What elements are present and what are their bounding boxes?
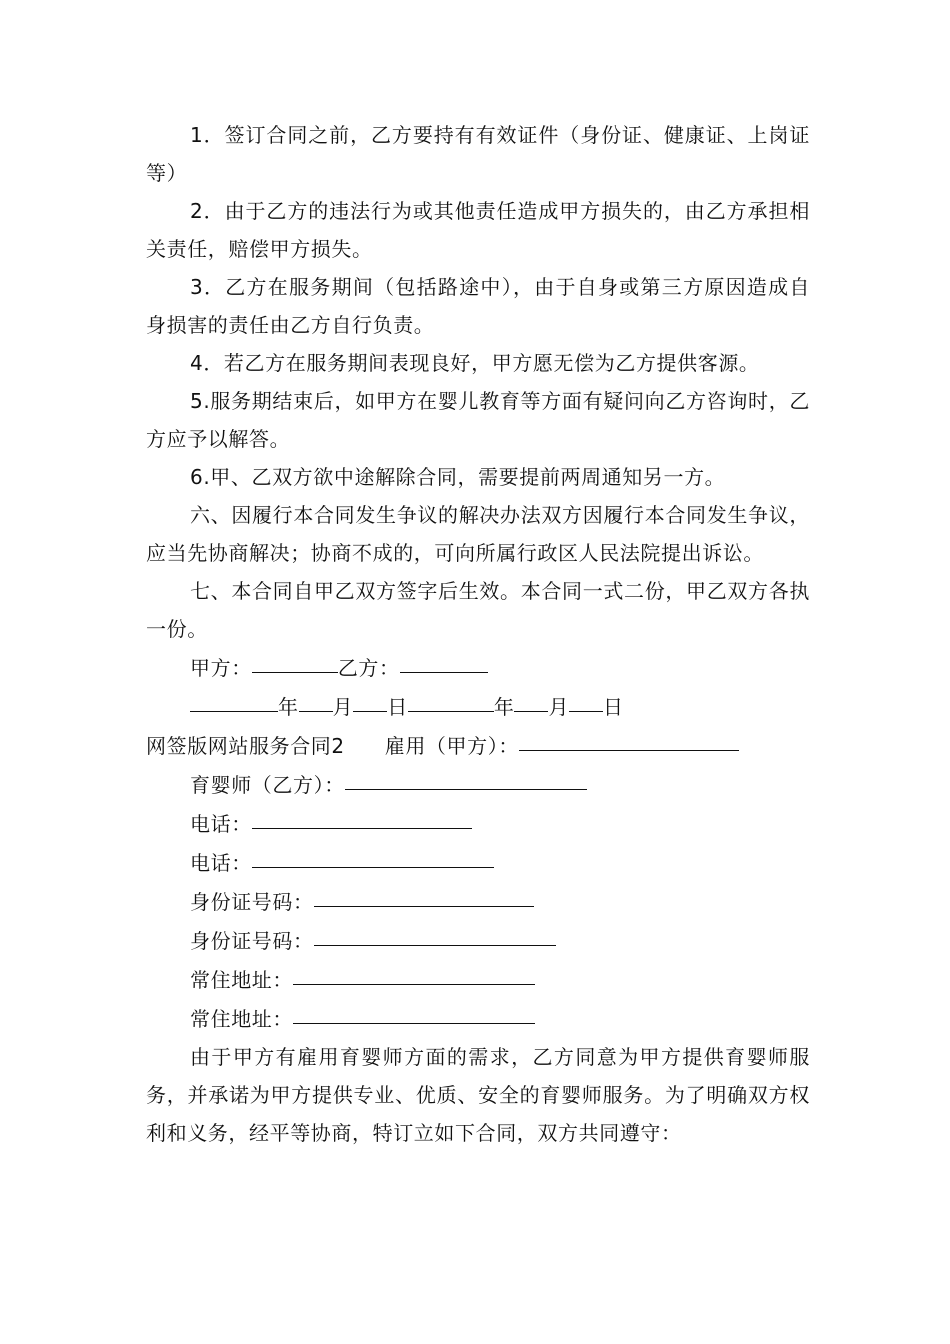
year-a-blank <box>190 685 278 712</box>
day-b-blank <box>569 685 603 712</box>
phone-label-1: 电话： <box>190 812 252 836</box>
year-b-blank <box>408 685 494 712</box>
clause-3: 3．乙方在服务期间（包括路途中），由于自身或第三方原因造成自身损害的责任由乙方自行负责。 <box>146 275 810 337</box>
nanny-label: 育婴师（乙方）： <box>190 773 345 797</box>
id-blank-2 <box>314 919 556 946</box>
id-label-2: 身份证号码： <box>190 929 314 953</box>
address-field-2 <box>146 999 810 1038</box>
clause-2: 2．由于乙方的违法行为或其他责任造成甲方损失的，由乙方承担相关责任，赔偿甲方损失。 <box>146 199 810 261</box>
year-a-label: 年 <box>278 695 299 719</box>
address-blank-2 <box>293 997 535 1024</box>
party-b-label: 乙方： <box>337 656 400 680</box>
clause-5: 5.服务期结束后，如甲方在婴儿教育等方面有疑问向乙方咨询时，乙方应予以解答。 <box>146 389 810 451</box>
address-label-2: 常住地址： <box>190 1007 293 1031</box>
id-field-2 <box>146 921 810 960</box>
phone-field-2 <box>146 843 810 882</box>
phone-field-1 <box>146 804 810 843</box>
month-b-label: 月 <box>548 695 570 719</box>
day-b-label: 日 <box>603 695 624 719</box>
signature-parties-line <box>146 648 810 687</box>
month-a-label: 月 <box>332 695 354 719</box>
address-blank-1 <box>293 958 535 985</box>
employer-blank <box>519 724 739 751</box>
address-field-1 <box>146 960 810 999</box>
document-body <box>146 116 810 1152</box>
party-b-blank <box>400 646 488 673</box>
employer-label: 雇用（甲方）： <box>384 734 519 758</box>
signature-date-line <box>146 687 810 726</box>
id-field-1 <box>146 882 810 921</box>
intro-paragraph: 由于甲方有雇用育婴师方面的需求，乙方同意为甲方提供育婴师服务，并承诺为甲方提供专业、优质、安全的育婴师服务。为了明确双方权利和义务，经平等协商，特订立如下合同，双方共同遵守： <box>146 1045 810 1145</box>
party-a-label: 甲方： <box>190 656 252 680</box>
address-label-1: 常住地址： <box>190 968 293 992</box>
clause-6: 6.甲、乙双方欲中途解除合同，需要提前两周通知另一方。 <box>190 465 726 489</box>
nanny-blank <box>345 763 587 790</box>
id-blank-1 <box>314 880 534 907</box>
dispute-clause: 六、因履行本合同发生争议的解决办法双方因履行本合同发生争议，应当先协商解决；协商不成的，可向所属行政区人民法院提出诉讼。 <box>146 503 810 565</box>
nanny-field <box>146 765 810 804</box>
phone-label-2: 电话： <box>190 851 252 875</box>
phone-blank-2 <box>252 841 494 868</box>
year-b-label: 年 <box>493 695 515 719</box>
party-a-blank <box>252 646 338 673</box>
day-a-blank <box>353 685 387 712</box>
clause-4: 4．若乙方在服务期间表现良好，甲方愿无偿为乙方提供客源。 <box>190 351 760 375</box>
month-a-blank <box>299 685 333 712</box>
second-contract-title: 网签版网站服务合同2 <box>146 734 345 758</box>
month-b-blank <box>514 685 548 712</box>
id-label-1: 身份证号码： <box>190 890 314 914</box>
second-contract-header <box>146 726 810 765</box>
phone-blank-1 <box>252 802 472 829</box>
clause-1: 1．签订合同之前，乙方要持有有效证件（身份证、健康证、上岗证等） <box>146 123 810 185</box>
day-a-label: 日 <box>387 695 408 719</box>
effective-clause: 七、本合同自甲乙双方签字后生效。本合同一式二份，甲乙双方各执一份。 <box>146 579 810 641</box>
